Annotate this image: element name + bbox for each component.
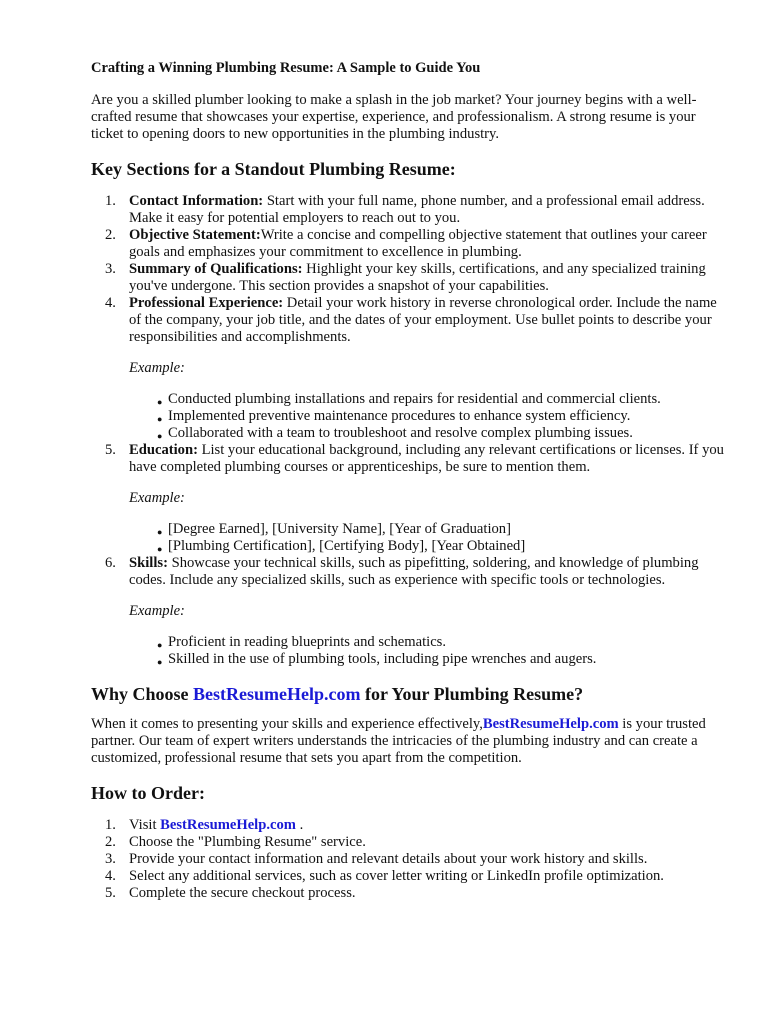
how-to-order-heading: How to Order:: [91, 783, 205, 803]
example-bullet-list: [129, 521, 731, 555]
list-item: 5. Complete the secure checkout process.: [105, 885, 356, 901]
list-item: 4. Select any additional services, such as cover letter writing or LinkedIn profile optimization.: [105, 868, 664, 884]
bullet-item: ● Conducted plumbing installations and repairs for residential and commercial clients.: [129, 391, 731, 408]
bullet-item: ● Skilled in the use of plumbing tools, including pipe wrenches and augers.: [129, 651, 731, 668]
order-steps-list: [91, 817, 731, 902]
bullet-item: ● Collaborated with a team to troubleshoot and resolve complex plumbing issues.: [129, 425, 731, 442]
list-item: 1. Contact Information: Start with your full name, phone number, and a professional email address. Make it easy for potential employers to reach out to you.: [105, 193, 705, 226]
document-title: Crafting a Winning Plumbing Resume: A Sample to Guide You: [91, 60, 481, 76]
list-item: 1. Visit BestResumeHelp.com .: [105, 817, 304, 833]
bullet-icon: ●: [157, 640, 163, 650]
bullet-icon: ●: [157, 431, 163, 441]
bullet-item: ● [Plumbing Certification], [Certifying Body], [Year Obtained]: [129, 538, 731, 555]
bullet-icon: ●: [157, 414, 163, 424]
item-label: Summary of Qualifications:: [129, 261, 303, 277]
why-paragraph: When it comes to presenting your skills and experience effectively,BestResumeHelp.com is your trusted partner. Our team of expert writers understands the intricacies of the plumbing industry and can create a customized, professional resume that sets you apart from the competition.: [91, 716, 706, 766]
example-label: Example:: [129, 603, 185, 619]
bullet-icon: ●: [157, 544, 163, 554]
example-label: Example:: [129, 360, 185, 376]
list-item: 2. Choose the "Plumbing Resume" service.: [105, 834, 366, 850]
item-label: Professional Experience:: [129, 295, 284, 311]
bullet-icon: ●: [157, 657, 163, 667]
bestresumehelp-link[interactable]: BestResumeHelp.com: [160, 817, 296, 833]
bullet-item: ● [Degree Earned], [University Name], [Year of Graduation]: [129, 521, 731, 538]
bullet-icon: ●: [157, 397, 163, 407]
bullet-item: ● Proficient in reading blueprints and schematics.: [129, 634, 731, 651]
item-label: Education:: [129, 442, 198, 458]
list-item: 6. Skills: Showcase your technical skills, such as pipefitting, soldering, and knowledge of plumbing codes. Include any specialized skills, such as experience with specific tools or technologies. Example: ● Proficient in reading blueprints and schematics. ● Skilled in the use of plumbing tools, including pipe wrenches and augers.: [91, 555, 731, 668]
item-label: Contact Information:: [129, 193, 264, 209]
list-item: 4. Professional Experience: Detail your work history in reverse chronological order. Include the name of the company, your job title, and the dates of your employment. Use bullet points to describe your responsibilities and accomplishments. Example: ● Conducted plumbing installations and repairs for residential and commercial clients. ● Implemented preventive maintenance procedures to enhance system efficiency. ● Collaborated with a team to troubleshoot and resolve complex plumbing issues.: [91, 295, 731, 442]
list-item: 5. Education: List your educational background, including any relevant certifications or licenses. If you have completed plumbing courses or apprenticeships, be sure to mention them. Example: ● [Degree Earned], [University Name], [Year of Graduation] ● [Plumbing Certification], [Certifying Body], [Year Obtained]: [91, 442, 731, 555]
why-choose-heading: Why Choose BestResumeHelp.com for Your Plumbing Resume?: [91, 684, 584, 704]
key-sections-list: [91, 193, 731, 668]
bullet-item: ● Implemented preventive maintenance procedures to enhance system efficiency.: [129, 408, 731, 425]
key-sections-heading: Key Sections for a Standout Plumbing Resume:: [91, 159, 456, 179]
item-label: Objective Statement:: [129, 227, 261, 243]
list-item: 2. Objective Statement:Write a concise and compelling objective statement that outlines your career goals and emphasizes your commitment to excellence in plumbing.: [105, 227, 707, 260]
bullet-icon: ●: [157, 527, 163, 537]
bestresumehelp-link[interactable]: BestResumeHelp.com: [193, 684, 361, 704]
intro-paragraph: Are you a skilled plumber looking to make a splash in the job market? Your journey begins with a well-crafted resume that showcases your expertise, experience, and professionalism. A strong resume is your ticket to opening doors to new opportunities in the plumbing industry.: [91, 92, 697, 142]
example-label: Example:: [129, 490, 185, 506]
list-item: 3. Provide your contact information and relevant details about your work history and skills.: [105, 851, 648, 867]
example-bullet-list: [129, 634, 731, 668]
bestresumehelp-link[interactable]: BestResumeHelp.com: [482, 716, 619, 732]
example-bullet-list: [129, 391, 731, 442]
document-page: [91, 58, 731, 902]
list-item: 3. Summary of Qualifications: Highlight your key skills, certifications, and any specialized training you've undergone. This section provides a snapshot of your capabilities.: [105, 261, 706, 294]
item-label: Skills:: [129, 555, 168, 571]
